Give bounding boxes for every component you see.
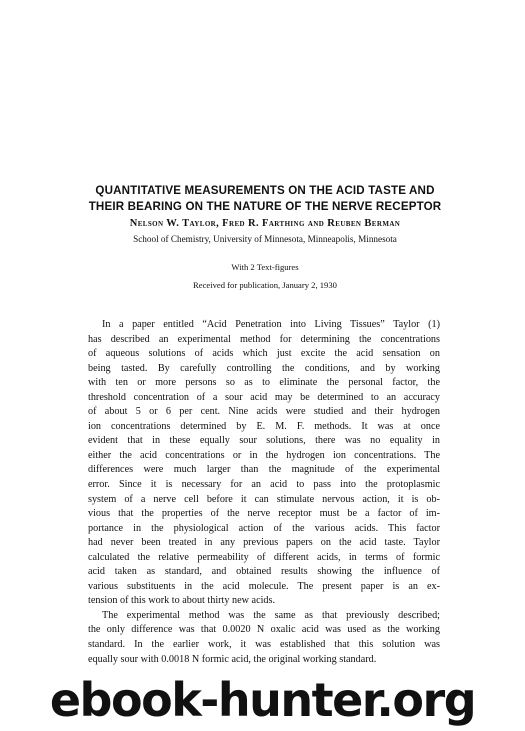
article-body xyxy=(88,318,440,667)
text-line: various substituents in the acid molecule. The present paper is an ex- xyxy=(88,580,440,592)
text-line: either the acid concentrations or in the hydrogen ion concentrations. The xyxy=(88,449,440,461)
text-line: acid taken as standard, and obtained results showing the influence of xyxy=(88,566,440,578)
text-line: being tasted. By carefully controlling the conditions, and by working xyxy=(88,362,440,374)
text-line: calculated the relative permeability of different acids, in terms of formic xyxy=(88,551,440,563)
text-line: system of a nerve cell before it can stimulate nervous action, it is ob- xyxy=(88,493,440,505)
paper-title xyxy=(70,183,460,214)
received-date: Received for publication, January 2, 1930 xyxy=(193,280,337,290)
text-line: portance in the physiological action of the various acids. This factor xyxy=(88,522,440,534)
text-line: evident that in these equally sour solutions, there was no equality in xyxy=(88,435,440,447)
affiliation: School of Chemistry, University of Minnesota, Minneapolis, Minnesota xyxy=(133,234,397,244)
text-line: with ten or more persons so as to eliminate the personal factor, the xyxy=(88,377,440,389)
watermark-text: ebook-hunter.org xyxy=(49,673,476,727)
text-line: threshold concentration of a sour acid may be determined to an accuracy xyxy=(88,391,440,403)
text-line: ion concentrations determined by E. M. F. methods. It was at once xyxy=(88,420,440,432)
text-line: standard. In the earlier work, it was established that this solution was xyxy=(88,639,440,651)
text-line: The experimental method was the same as that previously described; xyxy=(102,609,440,621)
paragraph-1 xyxy=(88,318,440,609)
text-line: had never been treated in any previous papers on the acid taste. Taylor xyxy=(88,537,440,549)
text-line: has described an experimental method for determining the concentrations xyxy=(88,333,440,345)
paragraph-2 xyxy=(88,609,440,667)
title-line-2: THEIR BEARING ON THE NATURE OF THE NERVE RECEPTOR xyxy=(88,199,442,213)
text-line: differences were much larger than the magnitude of the experimental xyxy=(88,464,440,476)
text-line: equally sour with 0.0018 N formic acid, the original working standard. xyxy=(88,653,377,665)
text-figures-note: With 2 Text-figures xyxy=(231,262,299,272)
text-line: the only difference was that 0.0020 N oxalic acid was used as the working xyxy=(88,624,440,636)
text-line: vious that the properties of the nerve receptor must be a factor of im- xyxy=(88,508,440,520)
text-line: of aqueous solutions of acids which just excite the acid sensation on xyxy=(88,348,440,360)
author-list: Nelson W. Taylor, Fred R. Farthing and Reuben Berman xyxy=(129,218,401,229)
text-line: tension of this work to about thirty new acids. xyxy=(88,595,276,607)
text-line: error. Since it is necessary for an acid to pass into the protoplasmic xyxy=(88,479,440,491)
text-line: of about 5 or 6 per cent. Nine acids were studied and their hydrogen xyxy=(88,406,440,418)
text-line: In a paper entitled “Acid Penetration into Living Tissues” Taylor (1) xyxy=(102,319,440,330)
title-line-1: QUANTITATIVE MEASUREMENTS ON THE ACID TASTE AND xyxy=(95,184,435,197)
